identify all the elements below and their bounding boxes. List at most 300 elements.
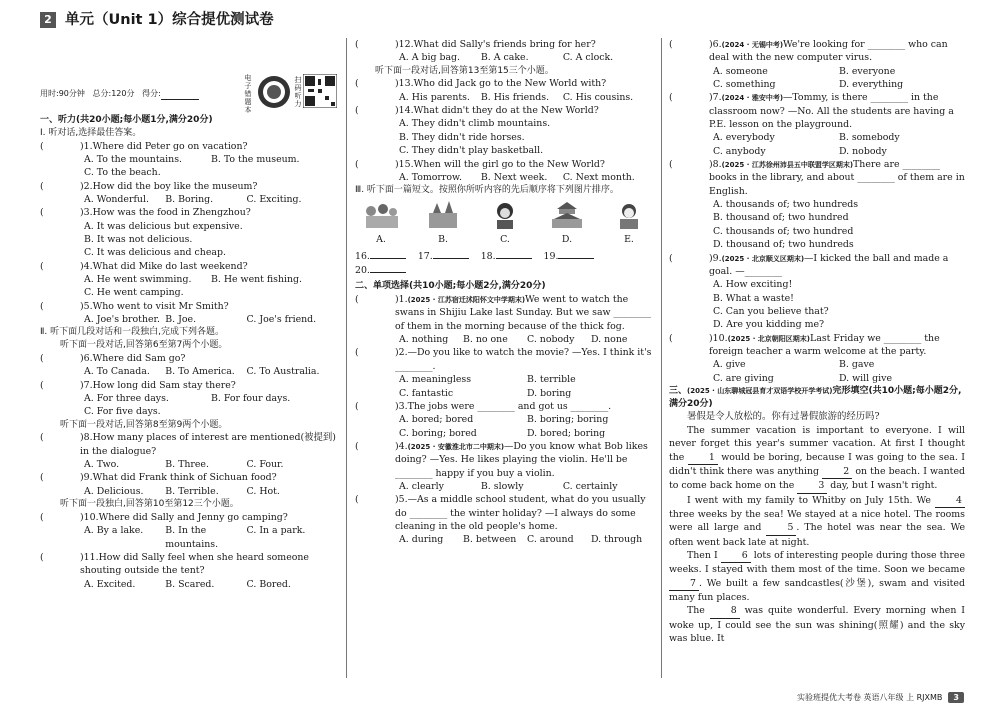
- question-source: (2025 · 江苏宿迁沭阳怀文中学期末): [407, 296, 526, 305]
- question: [669, 158, 965, 198]
- cloze-blank[interactable]: 4: [935, 494, 965, 508]
- question-text: [709, 252, 965, 279]
- boy-icon: [609, 201, 649, 229]
- option[interactable]: A. Wonderful.: [84, 193, 149, 205]
- option[interactable]: D. thousand of; two hundreds: [713, 239, 854, 251]
- question-body: How many places of interest are mentioned(被提到) in the dialogue?: [80, 432, 336, 457]
- section-cloze: [669, 385, 965, 411]
- option[interactable]: D. Are you kidding me?: [713, 319, 825, 331]
- question-number: )8.: [709, 159, 722, 171]
- option[interactable]: C. To the beach.: [84, 167, 161, 179]
- page-title-block: [40, 10, 338, 46]
- cloze-paragraph: [669, 549, 965, 604]
- option[interactable]: C. A clock.: [562, 52, 614, 64]
- listening-note: 听下面一段对话,回答第6至第7两个小题。: [60, 340, 228, 351]
- answer-paren[interactable]: (: [40, 140, 62, 152]
- options: [669, 358, 965, 371]
- question: [40, 140, 338, 153]
- question-number: )3.: [395, 400, 408, 412]
- question: [40, 352, 338, 365]
- option[interactable]: B. slowly: [480, 480, 524, 492]
- question-number: )5.: [80, 300, 93, 312]
- answer-paren[interactable]: (: [355, 39, 377, 50]
- option[interactable]: C. He went camping.: [84, 287, 184, 299]
- answer-paren[interactable]: (: [669, 159, 691, 171]
- unit-number: 2: [40, 12, 56, 28]
- option[interactable]: C. To Australia.: [246, 366, 320, 378]
- question-body: What didn't they do at the New World?: [413, 105, 599, 117]
- question-body: How did the boy like the museum?: [92, 180, 258, 192]
- options: [40, 405, 338, 418]
- options: [40, 313, 338, 326]
- option[interactable]: B. He went fishing.: [211, 273, 303, 285]
- question-number: )12.: [395, 39, 414, 50]
- question-text: [80, 260, 338, 273]
- cloze-blank[interactable]: 5: [766, 521, 796, 535]
- options: [669, 131, 965, 144]
- section-single-choice: 二、单项选择(共10小题;每小题2分,满分20分): [355, 281, 546, 292]
- question: [669, 332, 965, 359]
- option[interactable]: A. Tomorrow.: [399, 171, 462, 183]
- qr-code-icon[interactable]: [303, 74, 337, 108]
- option[interactable]: C. Exciting.: [246, 193, 302, 205]
- cloze-paragraph: [669, 604, 965, 645]
- picture-label: B.: [438, 234, 448, 246]
- question-text: [80, 352, 338, 365]
- question-text: [80, 180, 338, 193]
- question-body: —I kicked the ball and made a goal. —________: [709, 252, 949, 277]
- question: [355, 38, 655, 51]
- question-text: [80, 379, 338, 392]
- options: [40, 220, 338, 260]
- question: [355, 104, 655, 117]
- answer-paren[interactable]: (: [669, 92, 691, 104]
- option[interactable]: C. nobody: [527, 334, 575, 346]
- picture-label: C.: [500, 234, 510, 246]
- cloze-blank[interactable]: 2: [822, 465, 852, 479]
- option[interactable]: C. Four.: [246, 459, 284, 471]
- option[interactable]: C. fantastic: [399, 387, 454, 399]
- option[interactable]: C. something: [713, 79, 776, 91]
- score-blank: [161, 88, 199, 100]
- options: [355, 480, 655, 493]
- option[interactable]: A. bored; bored: [399, 414, 474, 426]
- question-text: [80, 511, 338, 524]
- question-number: )11.: [80, 551, 99, 563]
- castle-icon: [423, 201, 463, 229]
- option[interactable]: B. gave: [839, 359, 875, 371]
- cloze-text: three weeks by the sea! We stayed at a nice hotel. The rooms were all large and: [669, 508, 965, 534]
- option[interactable]: A. By a lake.: [84, 525, 144, 537]
- answer-blank[interactable]: [558, 249, 594, 259]
- score-total: 总分:120分: [92, 89, 135, 98]
- cloze-blank[interactable]: 3: [797, 479, 827, 493]
- question-text: [395, 77, 655, 90]
- options: [40, 365, 338, 378]
- answer-paren[interactable]: (: [355, 440, 377, 452]
- option[interactable]: A. during: [399, 534, 444, 546]
- option[interactable]: C. around: [527, 534, 574, 546]
- question-body: What did Frank think of Sichuan food?: [92, 472, 277, 484]
- question-number: )4.: [395, 440, 408, 452]
- picture-label: A.: [376, 234, 386, 246]
- option[interactable]: B. It was not delicious.: [84, 233, 193, 245]
- option[interactable]: B. In the mountains.: [165, 525, 219, 550]
- cloze-blank[interactable]: 1: [688, 451, 718, 465]
- option[interactable]: B. Joe.: [165, 314, 197, 325]
- question-body: Last Friday we ________ the foreign teacher a warm welcome at the party.: [709, 332, 940, 357]
- question: [40, 471, 338, 484]
- page-footer: [797, 692, 964, 703]
- question-body: Where did Sally and Jenny go camping?: [98, 511, 288, 523]
- test-info: [40, 88, 199, 100]
- option[interactable]: B. To America.: [165, 366, 235, 378]
- answer-paren[interactable]: (: [40, 511, 62, 523]
- option[interactable]: B. Next week.: [480, 171, 548, 183]
- option[interactable]: A. Delicious.: [84, 485, 144, 497]
- option[interactable]: A. clearly: [399, 480, 444, 492]
- options: [669, 65, 965, 78]
- options: [40, 485, 338, 498]
- option[interactable]: C. are giving: [713, 372, 774, 384]
- answer-paren[interactable]: (: [669, 39, 691, 50]
- question: [40, 511, 338, 524]
- question: [355, 346, 655, 373]
- question-text: [80, 551, 338, 578]
- question-number: )7.: [80, 379, 93, 391]
- option[interactable]: B. somebody: [839, 132, 900, 144]
- question: [355, 293, 655, 333]
- answer-blank[interactable]: [370, 249, 406, 259]
- options: [669, 198, 965, 251]
- option[interactable]: B. everyone: [839, 65, 896, 77]
- question-body: —Tommy, is there ________ in the classroom now? —No. All the students are having a P.E. lesson on the playground.: [709, 92, 954, 131]
- option[interactable]: A. It was delicious but expensive.: [84, 220, 243, 232]
- question: [40, 300, 338, 313]
- option[interactable]: A. They didn't climb mountains.: [399, 118, 551, 130]
- picture-a: [359, 201, 403, 247]
- option[interactable]: C. Can you believe that?: [713, 305, 829, 317]
- question-body: How was the food in Zhengzhou?: [92, 207, 251, 219]
- answer-paren[interactable]: (: [355, 158, 377, 170]
- option[interactable]: D. boring: [527, 387, 572, 399]
- option[interactable]: C. For five days.: [84, 406, 161, 418]
- question: [669, 38, 965, 65]
- question-body: —As a middle school student, what do you usually do ________ the winter holiday? —I always do some cleaning in the old people's home.: [395, 494, 646, 532]
- option[interactable]: D. will give: [839, 372, 892, 384]
- option[interactable]: B. terrible: [527, 374, 576, 386]
- listening-note: 听下面一段独白,回答第10至第12三个小题。: [60, 499, 239, 510]
- people-icon: [361, 201, 401, 229]
- question-body: When will the girl go to the New World?: [413, 158, 605, 170]
- options: [40, 153, 338, 166]
- options: [40, 273, 338, 286]
- options: [355, 373, 655, 386]
- answer-paren[interactable]: (: [355, 105, 377, 117]
- option[interactable]: D. everything: [839, 79, 904, 91]
- score-label: 得分:: [142, 89, 161, 98]
- question-text: [395, 493, 655, 533]
- option[interactable]: B. boring; boring: [527, 414, 609, 426]
- listening-note: 听下面一段对话,回答第13至第15三个小题。: [375, 65, 554, 76]
- column-2: [355, 38, 655, 547]
- question-body: What did Sally's friends bring for her?: [413, 39, 596, 50]
- option[interactable]: B. Three.: [165, 459, 209, 471]
- option[interactable]: A. nothing: [399, 334, 449, 346]
- cloze-name: 完形填空: [832, 385, 869, 396]
- question-number: )1.: [395, 294, 408, 306]
- section-listening: 一、听力(共20小题;每小题1分,满分20分): [40, 115, 213, 125]
- option[interactable]: D. none: [591, 334, 628, 346]
- option[interactable]: C. His cousins.: [562, 91, 634, 103]
- question-source: (2024 · 无锡中考): [721, 41, 784, 49]
- options: [355, 427, 655, 440]
- option[interactable]: C. In a park.: [246, 525, 306, 537]
- answer-paren[interactable]: (: [355, 294, 377, 306]
- answer-paren[interactable]: (: [355, 78, 377, 90]
- options: [40, 458, 338, 471]
- cloze-text: day, but I wasn't right.: [827, 480, 938, 492]
- answer-paren[interactable]: (: [40, 432, 62, 444]
- question-source: (2025 · 江苏徐州沛县五中联盟学区期末): [721, 161, 854, 170]
- option[interactable]: B. Terrible.: [165, 485, 219, 497]
- question-source: (2025 · 北京顺义区期末): [721, 254, 805, 263]
- blank-number: 18.: [480, 250, 496, 262]
- option[interactable]: A. Joe's brother.: [84, 314, 160, 325]
- question-text: [80, 140, 338, 153]
- option[interactable]: A. How exciting!: [713, 279, 793, 291]
- picture-row: [355, 201, 655, 247]
- option[interactable]: C. It was delicious and cheap.: [84, 247, 226, 259]
- question: [40, 206, 338, 219]
- question-number: )2.: [395, 347, 408, 359]
- option[interactable]: D. bored; boring: [527, 427, 606, 439]
- question-text: [395, 293, 655, 333]
- options: [355, 333, 655, 346]
- question: [669, 91, 965, 131]
- cloze-text: . The hotel was near the sea. We often went back late at night.: [669, 522, 965, 548]
- option[interactable]: B. A cake.: [480, 52, 529, 64]
- picture-d: [545, 201, 589, 247]
- question-number: )6.: [709, 39, 722, 50]
- question-number: )7.: [709, 92, 722, 104]
- blank-number: 20.: [355, 265, 370, 276]
- question-body: Where did Sam go?: [92, 352, 186, 364]
- answer-paren[interactable]: (: [669, 332, 691, 344]
- cloze-text: I went with my family to Whitby on July 15th. We: [687, 494, 935, 506]
- options: [669, 372, 965, 385]
- options: [669, 278, 965, 331]
- question-number: )1.: [80, 140, 93, 152]
- cloze-blank[interactable]: 8: [710, 604, 740, 618]
- options: [355, 413, 655, 426]
- question-text: [709, 91, 965, 131]
- option[interactable]: C. anybody: [713, 145, 766, 157]
- question-number: )4.: [80, 260, 93, 272]
- option[interactable]: B. no one: [463, 334, 508, 346]
- options: [355, 117, 655, 157]
- answer-paren[interactable]: (: [40, 352, 62, 364]
- cloze-heading: 暑假是令人放松的。你有过暑假旅游的经历吗?: [687, 411, 880, 423]
- option[interactable]: A. To Canada.: [84, 366, 150, 378]
- option[interactable]: B. What a waste!: [713, 292, 794, 304]
- option[interactable]: A. A big bag.: [399, 52, 461, 64]
- option[interactable]: C. thousands of; two hundred: [713, 225, 854, 237]
- option[interactable]: C. certainly: [562, 480, 618, 492]
- qr-label-left: 电子错题本: [244, 74, 252, 114]
- question-body: —Do you like to watch the movie? —Yes. I think it's ________.: [395, 347, 652, 372]
- answer-paren[interactable]: (: [40, 472, 62, 484]
- option[interactable]: B. between: [463, 534, 517, 546]
- question-body: There are ________ books in the library, and about ________ of them are in English.: [709, 159, 965, 197]
- answer-paren[interactable]: (: [355, 347, 377, 359]
- option[interactable]: B. For four days.: [211, 392, 291, 404]
- listening-note: 听下面一段对话,回答第8至第9两个小题。: [60, 419, 228, 430]
- options: [40, 193, 338, 206]
- answer-paren[interactable]: (: [355, 400, 377, 412]
- question-body: —Do you know what Bob likes doing? —Yes. He likes playing the violin. He'll be ________ happy if you buy a violin.: [395, 440, 648, 479]
- question-text: [395, 400, 655, 413]
- blank-number: 19.: [543, 250, 559, 262]
- question-number: )5.: [395, 494, 408, 506]
- question: [40, 431, 338, 458]
- answer-paren[interactable]: (: [40, 300, 62, 312]
- options: [40, 166, 338, 179]
- answer-paren[interactable]: (: [355, 494, 377, 506]
- answer-blanks: [355, 249, 655, 278]
- question-text: [709, 158, 965, 198]
- question-text: [395, 104, 655, 117]
- seal-icon: [256, 74, 292, 110]
- question: [355, 440, 655, 480]
- answer-paren[interactable]: (: [40, 379, 62, 391]
- question-body: What did Mike do last weekend?: [92, 260, 248, 272]
- question-text: [709, 38, 965, 65]
- picture-label: E.: [624, 234, 634, 246]
- picture-c: [483, 201, 527, 247]
- question-body: Who went to visit Mr Smith?: [92, 300, 229, 312]
- option[interactable]: A. Two.: [84, 459, 120, 471]
- option[interactable]: C. Hot.: [246, 485, 280, 497]
- column-divider: [346, 38, 347, 678]
- answer-paren[interactable]: (: [669, 252, 691, 264]
- answer-blank[interactable]: [370, 263, 406, 273]
- answer-paren[interactable]: (: [40, 551, 62, 563]
- options: [40, 286, 338, 299]
- question-body: Where did Peter go on vacation?: [92, 140, 248, 152]
- question-body: How long did Sam stay there?: [92, 379, 236, 391]
- girl-icon: [485, 201, 525, 229]
- question-text: [395, 440, 655, 480]
- cloze-source: (2025 · 山东聊城冠县育才双语学校开学考试): [687, 386, 833, 395]
- option[interactable]: A. To the mountains.: [84, 153, 183, 165]
- answer-blank[interactable]: [433, 249, 469, 259]
- question-number: )10.: [709, 332, 728, 344]
- answer-paren[interactable]: (: [40, 180, 62, 192]
- answer-paren[interactable]: (: [40, 260, 62, 272]
- option[interactable]: A. thousands of; two hundreds: [713, 199, 859, 211]
- options: [355, 171, 655, 184]
- question: [40, 180, 338, 193]
- question-body: How did Sally feel when she heard someone shouting outside the tent?: [80, 551, 309, 577]
- option[interactable]: A. He went swimming.: [84, 273, 192, 285]
- question-number: )6.: [80, 352, 93, 364]
- options: [669, 145, 965, 158]
- question: [355, 77, 655, 90]
- cloze-text: was quite wonderful. Every morning when I woke up, I could see the sun was shining(照耀) and the sky was blue. It: [669, 605, 965, 644]
- options: [355, 533, 655, 546]
- cloze-text: Then I: [687, 549, 721, 561]
- question-text: [80, 206, 338, 219]
- temple-icon: [547, 201, 587, 229]
- options: [355, 51, 655, 64]
- question-number: )14.: [395, 105, 414, 117]
- options: [40, 392, 338, 405]
- question-number: )10.: [80, 511, 99, 523]
- question-number: )9.: [80, 472, 93, 484]
- question: [355, 493, 655, 533]
- option[interactable]: B. To the museum.: [211, 153, 300, 165]
- option[interactable]: A. everybody: [713, 132, 775, 144]
- option[interactable]: C. Next month.: [562, 171, 635, 183]
- question: [40, 260, 338, 273]
- option[interactable]: D. through: [591, 534, 643, 546]
- cloze-paragraph: [669, 424, 965, 494]
- cloze-blank[interactable]: 6: [721, 549, 751, 563]
- question-text: [395, 158, 655, 171]
- options: [355, 387, 655, 400]
- question-text: [80, 471, 338, 484]
- options: [40, 578, 338, 591]
- option[interactable]: A. give: [713, 359, 746, 371]
- option[interactable]: B. His friends.: [480, 91, 550, 103]
- question-body: The jobs were ________ and got us ________.: [407, 400, 612, 412]
- question-number: )13.: [395, 78, 414, 90]
- option[interactable]: B. Boring.: [165, 193, 214, 205]
- question-number: )15.: [395, 158, 414, 170]
- option[interactable]: A. Excited.: [84, 578, 136, 590]
- option[interactable]: A. For three days.: [84, 392, 169, 404]
- picture-label: D.: [561, 234, 573, 246]
- option[interactable]: C. Bored.: [246, 578, 291, 590]
- option[interactable]: C. They didn't play basketball.: [399, 145, 544, 157]
- answer-paren[interactable]: (: [40, 207, 62, 219]
- question-text: [80, 431, 338, 458]
- option[interactable]: B. Scared.: [165, 578, 215, 590]
- time-label: 用时:90分钟: [40, 89, 85, 98]
- option[interactable]: C. Joe's friend.: [246, 314, 317, 325]
- blank-number: 16.: [355, 250, 370, 262]
- option[interactable]: A. someone: [713, 65, 768, 77]
- qr-label-right: 扫码听力: [294, 76, 302, 108]
- cloze-score: (共10小题;每小题2分,满分20分): [669, 385, 962, 409]
- option[interactable]: B. They didn't ride horses.: [399, 131, 525, 143]
- option[interactable]: A. meaningless: [399, 374, 472, 386]
- question: [355, 400, 655, 413]
- question-text: [395, 346, 655, 373]
- option[interactable]: B. thousand of; two hundred: [713, 212, 849, 224]
- picture-b: [421, 201, 465, 247]
- cloze-text: lots of interesting people during those three weeks. I stayed with them most of the time. Soon we became: [669, 549, 965, 576]
- answer-blank[interactable]: [496, 249, 532, 259]
- question: [669, 252, 965, 279]
- question-body: We went to watch the swans in Shijiu Lake last Sunday. But we saw ________ of them in the morning because of the thick fog.: [395, 294, 652, 332]
- option[interactable]: A. His parents.: [399, 91, 470, 103]
- option[interactable]: D. nobody: [839, 145, 887, 157]
- cloze-blank[interactable]: 7: [669, 577, 699, 591]
- question: [355, 158, 655, 171]
- option[interactable]: C. boring; bored: [399, 427, 477, 439]
